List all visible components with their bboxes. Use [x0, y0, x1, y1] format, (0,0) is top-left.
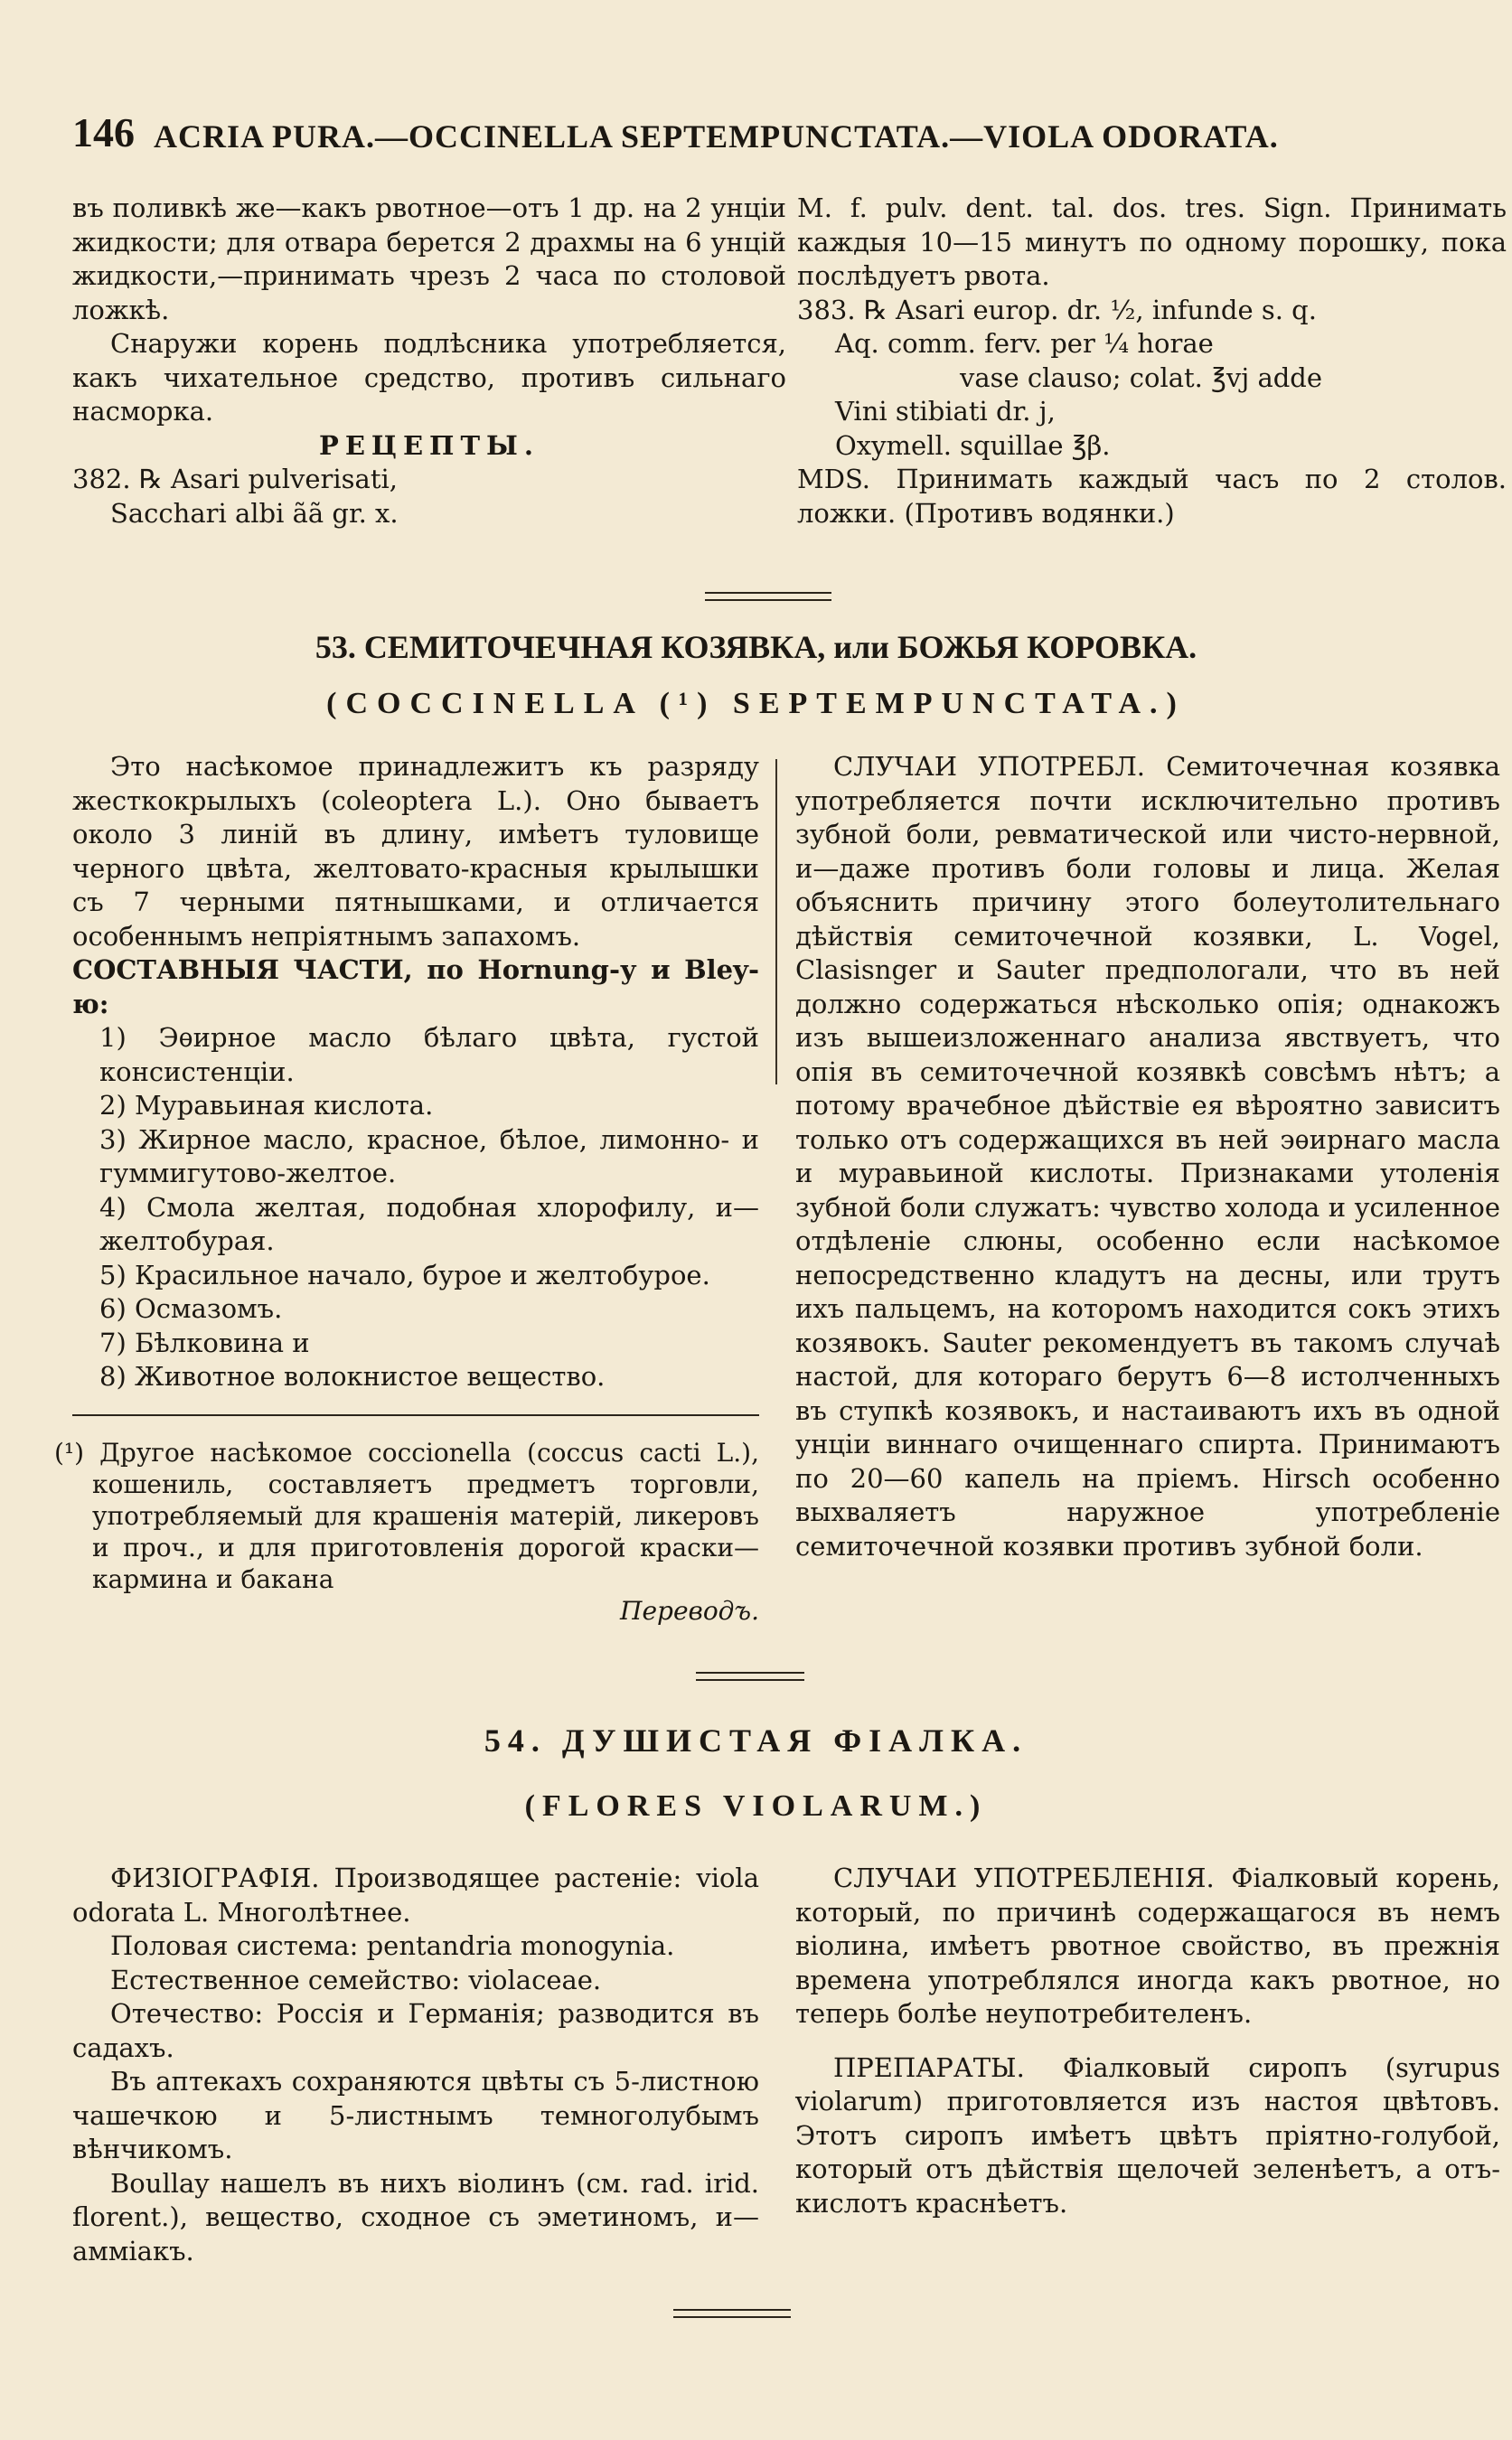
column-divider	[775, 759, 777, 1084]
component-item: 8) Животное волокнистое вещество.	[99, 1361, 606, 1392]
usage-paragraph: СЛУЧАИ УПОТРЕБЛЕНІЯ. Фіалковый корень, который, по причинѣ содержащагося въ немъ віолина, имѣетъ рвотное свойство, въ прежнія времена употреблялся иногда какъ рвотное, но теперь болѣе неупотребителенъ.	[795, 1863, 1500, 2029]
recipe-383-line: Aq. comm. ferv. per ¼ horae	[835, 328, 1214, 359]
footnote	[54, 1437, 759, 1627]
text-paragraph: въ поливкѣ же—какъ рвотное—отъ 1 др. на 2 унціи жидкости; для отвара берется 2 драхмы на 6 унцій жидкости,—принимать чрезъ 2 часа по столовой ложкѣ.	[72, 192, 786, 325]
top-left-column	[72, 192, 786, 530]
section-54-latin: (FLORES VIOLARUM.)	[524, 1789, 988, 1823]
component-item: 5) Красильное начало, бурое и желтобурое.	[99, 1259, 710, 1290]
component-item: 3) Жирное масло, красное, бѣлое, лимонно- и гуммигутово-желтое.	[99, 1123, 759, 1188]
component-item: 7) Бѣлковина и	[99, 1327, 310, 1358]
physiography-line: Въ аптекахъ сохраняются цвѣты съ 5-листною чашечкою и 5-листнымъ темноголубымъ вѣнчикомъ.	[72, 2066, 759, 2164]
section-54-right-column	[795, 1862, 1500, 2220]
recipe-383-line: 383. ℞ Asari europ. dr. ½, infunde s. q.	[797, 294, 1317, 325]
physiography-line: Boullay нашелъ въ нихъ віолинъ (см. rad. irid. florent.), вещество, сходное съ эметиномъ, и—аммiакъ.	[72, 2167, 759, 2266]
section-53-right-column	[795, 750, 1500, 1563]
recipes-heading: РЕЦЕПТЫ.	[319, 429, 540, 461]
ornament-divider	[696, 1672, 804, 1681]
recipe-382-line: Sacchari albi ãã gr. x.	[110, 497, 399, 529]
physiography-line: Половая система: pentandria monogynia.	[110, 1930, 675, 1961]
ornament-divider	[705, 592, 831, 601]
component-item: 6) Осмазомъ.	[99, 1293, 283, 1324]
recipe-383-line: Oxymell. squillae ℥β.	[835, 429, 1111, 461]
section-53-title: 53. СЕМИТОЧЕЧНАЯ КОЗЯВКА, или БОЖЬЯ КОРОВКА.	[315, 629, 1197, 665]
top-right-column	[797, 192, 1507, 530]
running-header	[72, 108, 1374, 166]
footnote-signature: Переводъ.	[620, 1596, 759, 1626]
recipe-382-line: 382. ℞ Asari pulverisati,	[72, 464, 398, 494]
text-paragraph: M. f. pulv. dent. tal. dos. tres. Sign. Принимать каждыя 10—15 минутъ по одному порошку, пока послѣдуетъ рвота.	[797, 192, 1507, 291]
component-item: 2) Муравьиная кислота.	[99, 1090, 434, 1121]
component-item: 1) Эѳирное масло бѣлаго цвѣта, густой консистенціи.	[99, 1022, 759, 1087]
section-53-left-column	[72, 750, 759, 1394]
preparations-paragraph: ПРЕПАРАТЫ. Фіалковый сиропъ (syrupus violarum) приготовляется изъ настоя цвѣтовъ. Этотъ сиропъ имѣетъ цвѣтъ пріятно-голубой, который отъ дѣйствія щелочей зеленѣетъ, а отъ-кислотъ краснѣетъ.	[795, 2051, 1500, 2219]
usage-paragraph: СЛУЧАИ УПОТРЕБЛ. Семиточечная козявка употребляется почти исключительно противъ зубной боли, ревматической или чисто-нервной, и—даже противъ боли головы и лица. Желая объяснить причину этого болеутолительнаго дѣйствія семиточечной козявки, L. Vogel, Clasisnger и Sauter предпологали, что въ ней должно содержаться нѣсколько опія; однакожъ изъ вышеизложеннаго анализа явствуетъ, что опія въ семиточечной козявкѣ совсѣмъ нѣтъ; а потому врачебное дѣйствіе ея вѣроятно зависитъ только отъ содержащихся въ ней эѳирнаго масла и муравьиной кислоты. Признаками утоленія зубной боли служатъ: чувство холода и усиленное отдѣленіе слюны, особенно если насѣкомое непосредственно кладутъ на десны, или трутъ ихъ пальцемъ, на которомъ находится сокъ этихъ козявокъ. Sauter рекомендуетъ въ такомъ случаѣ настой, для котораго берутъ 6—8 истолченныхъ въ ступкѣ козявокъ, и настаиваютъ ихъ въ одной унціи виннаго очищеннаго спирта. Принимаютъ по 20—60 капель на пріемъ. Hirsch особенно выхваляетъ наружное употребленіе семиточечной козявки противъ зубной боли.	[795, 751, 1500, 1562]
footnote-rule	[72, 1414, 759, 1416]
recipe-383-line: Vini stibiati dr. j,	[835, 396, 1056, 427]
section-54-left-column	[72, 1862, 759, 2268]
physiography-line: Отечество: Россія и Германія; разводится въ садахъ.	[72, 1998, 759, 2063]
recipe-383-line: vase clauso; colat. ℥vj adde	[960, 361, 1323, 393]
section-53-latin: (COCCINELLA (¹) SEPTEMPUNCTATA.)	[326, 687, 1186, 720]
ornament-divider	[673, 2309, 791, 2318]
physiography-line: ФИЗІОГРАФІЯ. Производящее растеніе: viola odorata L. Многолѣтнее.	[72, 1863, 759, 1928]
section-54-title: 54. ДУШИСТАЯ ФІАЛКА.	[484, 1722, 1028, 1759]
intro-paragraph: Это насѣкомое принадлежитъ къ разряду жесткокрылыхъ (coleoptera L.). Оно бываетъ около 3 линій въ длину, имѣетъ туловище черного цвѣта, желтовато-красныя крылышки съ 7 черными пятнышками, и отличается особеннымъ непріятнымъ запахомъ.	[72, 751, 759, 952]
page-number: 146	[72, 109, 135, 155]
recipe-383-line: MDS. Принимать каждый часъ по 2 столов. ложки. (Противъ водянки.)	[797, 464, 1507, 529]
running-title: ACRIA PURA.—OCCINELLA SEPTEMPUNCTATA.—VIOLA ODORATA.	[154, 118, 1279, 155]
text-paragraph: Снаружи корень подлѣсника употребляется, какъ чихательное средство, противъ сильнаго насморка.	[72, 328, 786, 427]
components-heading: СОСТАВНЫЯ ЧАСТИ, по Hornung-у и Bley-ю:	[72, 954, 759, 1019]
component-item: 4) Смола желтая, подобная хлорофилу, и—желтобурая.	[99, 1191, 759, 1256]
footnote-text: (¹) Другое насѣкомое coccionella (coccus cacti L.), кошениль, составляетъ предметъ торговли, употребляемый для крашенія матерій, ликеровъ и проч., и для приготовленія дорогой краски—кармина и бакана	[54, 1438, 759, 1594]
physiography-line: Естественное семейство: violaceae.	[110, 1964, 602, 1995]
